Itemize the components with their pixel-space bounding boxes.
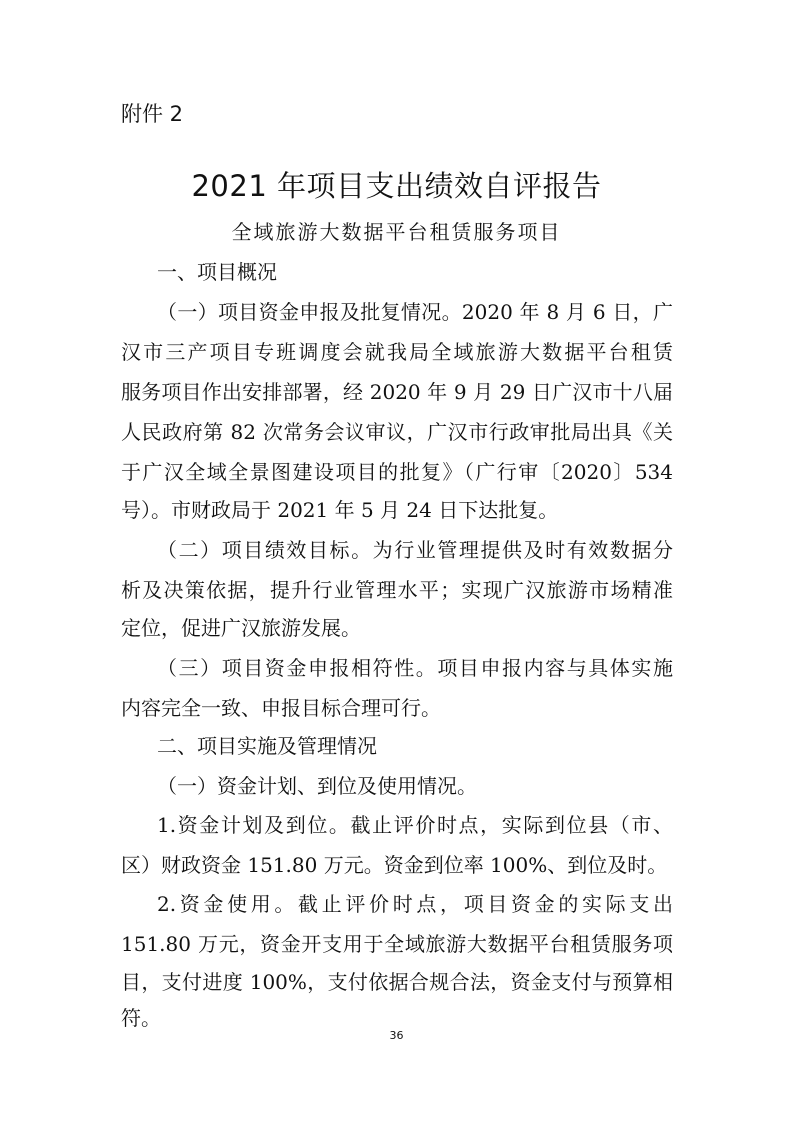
paragraph-line: 151.80 万元，资金开支用于全域旅游大数据平台租赁服务项 — [121, 932, 673, 956]
paragraph-line: （二）项目绩效目标。为行业管理提供及时有效数据分 — [157, 538, 673, 562]
attachment-label: 附件 2 — [121, 102, 184, 126]
paragraph-line: （一）项目资金申报及批复情况。2020 年 8 月 6 日，广 — [157, 300, 673, 324]
paragraph-line: 内容完全一致、申报目标合理可行。 — [121, 696, 441, 720]
report-title: 2021 年项目支出绩效自评报告 — [191, 169, 602, 203]
paragraph-line: 符。 — [121, 1006, 161, 1030]
paragraph-line: （三）项目资金申报相符性。项目申报内容与具体实施 — [157, 656, 673, 680]
paragraph-line: 区）财政资金 151.80 万元。资金到位率 100%、到位及时。 — [121, 853, 668, 877]
report-subtitle: 全域旅游大数据平台租赁服务项目 — [231, 220, 562, 244]
page-number: 36 — [389, 1029, 404, 1042]
subsection-heading: （一）资金计划、到位及使用情况。 — [157, 774, 477, 798]
paragraph-line: 目，支付进度 100%，支付依据合规合法，资金支付与预算相 — [121, 970, 673, 994]
paragraph-line: 服务项目作出安排部署，经 2020 年 9 月 29 日广汉市十八届 — [121, 380, 673, 404]
paragraph-line: 析及决策依据，提升行业管理水平；实现广汉旅游市场精准 — [121, 578, 673, 602]
paragraph-line: 2.资金使用。截止评价时点，项目资金的实际支出 — [157, 892, 673, 916]
paragraph-line: 汉市三产项目专班调度会就我局全域旅游大数据平台租赁 — [121, 340, 673, 364]
paragraph-line: 于广汉全域全景图建设项目的批复》（广行审〔2020〕534 — [121, 460, 673, 484]
paragraph-line: 定位，促进广汉旅游发展。 — [121, 616, 361, 640]
paragraph-line: 1.资金计划及到位。截止评价时点，实际到位县（市、 — [157, 813, 673, 837]
section-heading-overview: 一、项目概况 — [157, 260, 277, 284]
paragraph-line: 号）。市财政局于 2021 年 5 月 24 日下达批复。 — [121, 498, 559, 522]
paragraph-line: 人民政府第 82 次常务会议审议，广汉市行政审批局出具《关 — [121, 420, 673, 444]
section-heading-implementation: 二、项目实施及管理情况 — [157, 734, 377, 758]
